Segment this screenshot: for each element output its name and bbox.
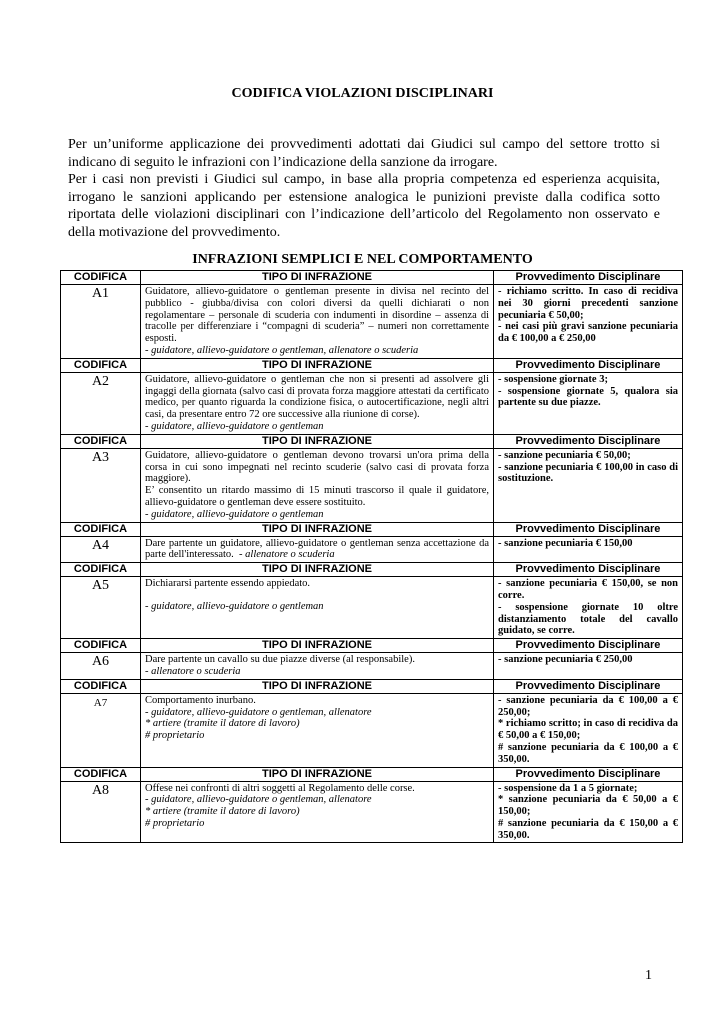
responsible-text: - guidatore, allievo-guidatore o gentleman, allenatore [145,794,372,806]
description-text: Dare partente un cavallo su due piazze diverse (al responsabile). [145,654,415,666]
header-code: CODIFICA [61,358,141,372]
infractions-table [60,270,683,843]
row-measure [494,577,683,639]
header-code: CODIFICA [61,767,141,781]
intro-paragraph-1: Per un’uniforme applicazione dei provvedimenti adottati dai Giudici sul campo del settore trotto si indicano di seguito le infrazioni con l’indicazione della sanzione da irrogare. [68,137,660,170]
description-text: Guidatore, allievo-guidatore o gentleman che non si presenti ad assolvere gli ingaggi della giornata (salvo casi di provata forza maggiore attestati da certificato medico, per quanto riguarda la condizione fisica, o autocertificazione, negli altri casi, da presentare entro 72 ore successive alla riunione di corse). [145,373,489,421]
row-measure [494,693,683,767]
row-description [141,536,494,563]
responsible-text: - guidatore, allievo-guidatore o gentleman [145,420,324,432]
header-code: CODIFICA [61,522,141,536]
intro-paragraph-2: Per i casi non previsti i Giudici sul campo, in base alla propria competenza ed esperienza acquisita, irrogano le sanzioni applicando per estensione analogica le punizioni previste dalla codifica sotto riportata delle violazioni disciplinari con l’indicazione dell’articolo del Regolamento non osservato e della motivazione del provvedimento. [68,172,660,240]
measure-line: - sanzione pecuniaria € 100,00 in caso di sostituzione. [498,461,678,485]
section-title: INFRAZIONI SEMPLICI E NEL COMPORTAMENTO [192,252,533,267]
header-measure: Provvedimento Disciplinare [494,639,683,653]
header-type: TIPO DI INFRAZIONE [141,271,494,285]
row-code: A6 [61,653,141,680]
measure-line: # sanzione pecuniaria da € 100,00 a € 350,00. [498,741,678,765]
header-code: CODIFICA [61,679,141,693]
header-measure: Provvedimento Disciplinare [494,358,683,372]
measure-line: - sospensione giornate 3; [498,373,608,385]
row-description [141,577,494,639]
measure-line: - sospensione da 1 a 5 giornate; [498,782,638,794]
measure-line: * sanzione pecuniaria da € 50,00 a € 150,00; [498,794,678,818]
row-code: A7 [61,693,141,767]
measure-line: - sanzione pecuniaria da € 100,00 a € 250,00; [498,694,678,718]
header-measure: Provvedimento Disciplinare [494,563,683,577]
table-header-row [61,563,683,577]
row-measure [494,781,683,843]
responsible-text: - guidatore, allievo-guidatore o gentleman [145,508,324,520]
header-code: CODIFICA [61,271,141,285]
measure-line: - richiamo scritto. In caso di recidiva nei 30 giorni precedenti sanzione pecuniaria € 50,00; [498,286,678,321]
table-row [61,285,683,359]
row-measure [494,372,683,434]
measure-line: - sanzione pecuniaria € 250,00 [498,654,633,666]
table-header-row [61,434,683,448]
header-code: CODIFICA [61,639,141,653]
description-text: Offese nei confronti di altri soggetti al Regolamento delle corse. [145,782,415,794]
measure-line: - sanzione pecuniaria € 150,00 [498,537,633,549]
header-measure: Provvedimento Disciplinare [494,522,683,536]
page-number: 1 [645,968,652,983]
responsible-text: # proprietario [145,730,205,742]
header-measure: Provvedimento Disciplinare [494,271,683,285]
header-measure: Provvedimento Disciplinare [494,434,683,448]
row-code: A8 [61,781,141,843]
table-header-row [61,522,683,536]
measure-line: - sospensione giornate 5, qualora sia partente su due piazze. [498,385,678,409]
page-title: CODIFICA VIOLAZIONI DISCIPLINARI [231,86,494,101]
row-measure [494,448,683,522]
measure-line: - sanzione pecuniaria € 150,00, se non corre. [498,578,678,601]
header-type: TIPO DI INFRAZIONE [141,358,494,372]
responsible-text: - allenatore o scuderia [239,549,335,561]
row-description [141,285,494,359]
row-measure [494,285,683,359]
responsible-text: - guidatore, allievo-guidatore o gentleman, allenatore o scuderia [145,344,419,356]
row-code: A2 [61,372,141,434]
table-row [61,577,683,639]
row-code: A1 [61,285,141,359]
table-header-row [61,679,683,693]
header-type: TIPO DI INFRAZIONE [141,639,494,653]
header-measure: Provvedimento Disciplinare [494,679,683,693]
responsible-text: * artiere (tramite il datore di lavoro) [145,718,300,730]
measure-line: - sospensione giornate 10 oltre distanziamento totale del cavallo guidato, se corre. [498,601,678,637]
header-type: TIPO DI INFRAZIONE [141,522,494,536]
table-header-row [61,639,683,653]
table-header-row [61,767,683,781]
row-description [141,448,494,522]
description-text: Comportamento inurbano. [145,694,256,706]
header-type: TIPO DI INFRAZIONE [141,679,494,693]
row-code: A5 [61,577,141,639]
table-header-row [61,271,683,285]
header-code: CODIFICA [61,563,141,577]
table-row [61,653,683,680]
responsible-text: # proprietario [145,817,205,829]
description-text: Guidatore, allievo-guidatore o gentleman presente in divisa nel recinto del pubblico - giubba/divisa con colori diversi da quelli dichiarati o non regolamentare – personale di scuderia con indumenti in disordine – assenza di tracolle per differenziare i “compagni di scuderia” – numeri non correttamente esposti. [145,286,489,345]
responsible-text: - allenatore o scuderia [145,665,241,677]
table-row [61,448,683,522]
responsible-text: - guidatore, allievo-guidatore o gentleman [145,600,324,612]
row-description [141,372,494,434]
table-row [61,781,683,843]
header-measure: Provvedimento Disciplinare [494,767,683,781]
measure-line: - nei casi più gravi sanzione pecuniaria da € 100,00 a € 250,00 [498,321,678,345]
table-row [61,693,683,767]
header-type: TIPO DI INFRAZIONE [141,563,494,577]
row-code: A3 [61,448,141,522]
description-text: Guidatore, allievo-guidatore o gentleman devono trovarsi un'ora prima della corsa in cui sono impegnati nel recinto scuderie (salvo casi di provata forza maggiore). [145,449,489,485]
table-row [61,372,683,434]
header-type: TIPO DI INFRAZIONE [141,434,494,448]
description-text: Dare partente un guidatore, allievo-guidatore o gentleman senza accettazione da parte dell'interessato. [145,537,489,561]
row-code: A4 [61,536,141,563]
description-text-extra: E’ consentito un ritardo massimo di 15 minuti trascorso il quale il guidatore, allievo-guidatore o gentleman deve essere sostituito. [145,485,489,508]
measure-line: # sanzione pecuniaria da € 150,00 a € 350,00. [498,817,678,841]
row-description [141,693,494,767]
row-description [141,653,494,680]
responsible-text: - guidatore, allievo-guidatore o gentleman, allenatore [145,706,372,718]
intro-text [68,136,660,241]
measure-line: * richiamo scritto; in caso di recidiva da € 50,00 a € 150,00; [498,718,678,742]
responsible-text: * artiere (tramite il datore di lavoro) [145,806,300,818]
table-header-row [61,358,683,372]
row-measure [494,536,683,563]
header-code: CODIFICA [61,434,141,448]
description-text: Dichiararsi partente essendo appiedato. [145,578,311,590]
header-type: TIPO DI INFRAZIONE [141,767,494,781]
row-measure [494,653,683,680]
measure-line: - sanzione pecuniaria € 50,00; [498,449,631,461]
row-description [141,781,494,843]
table-row [61,536,683,563]
